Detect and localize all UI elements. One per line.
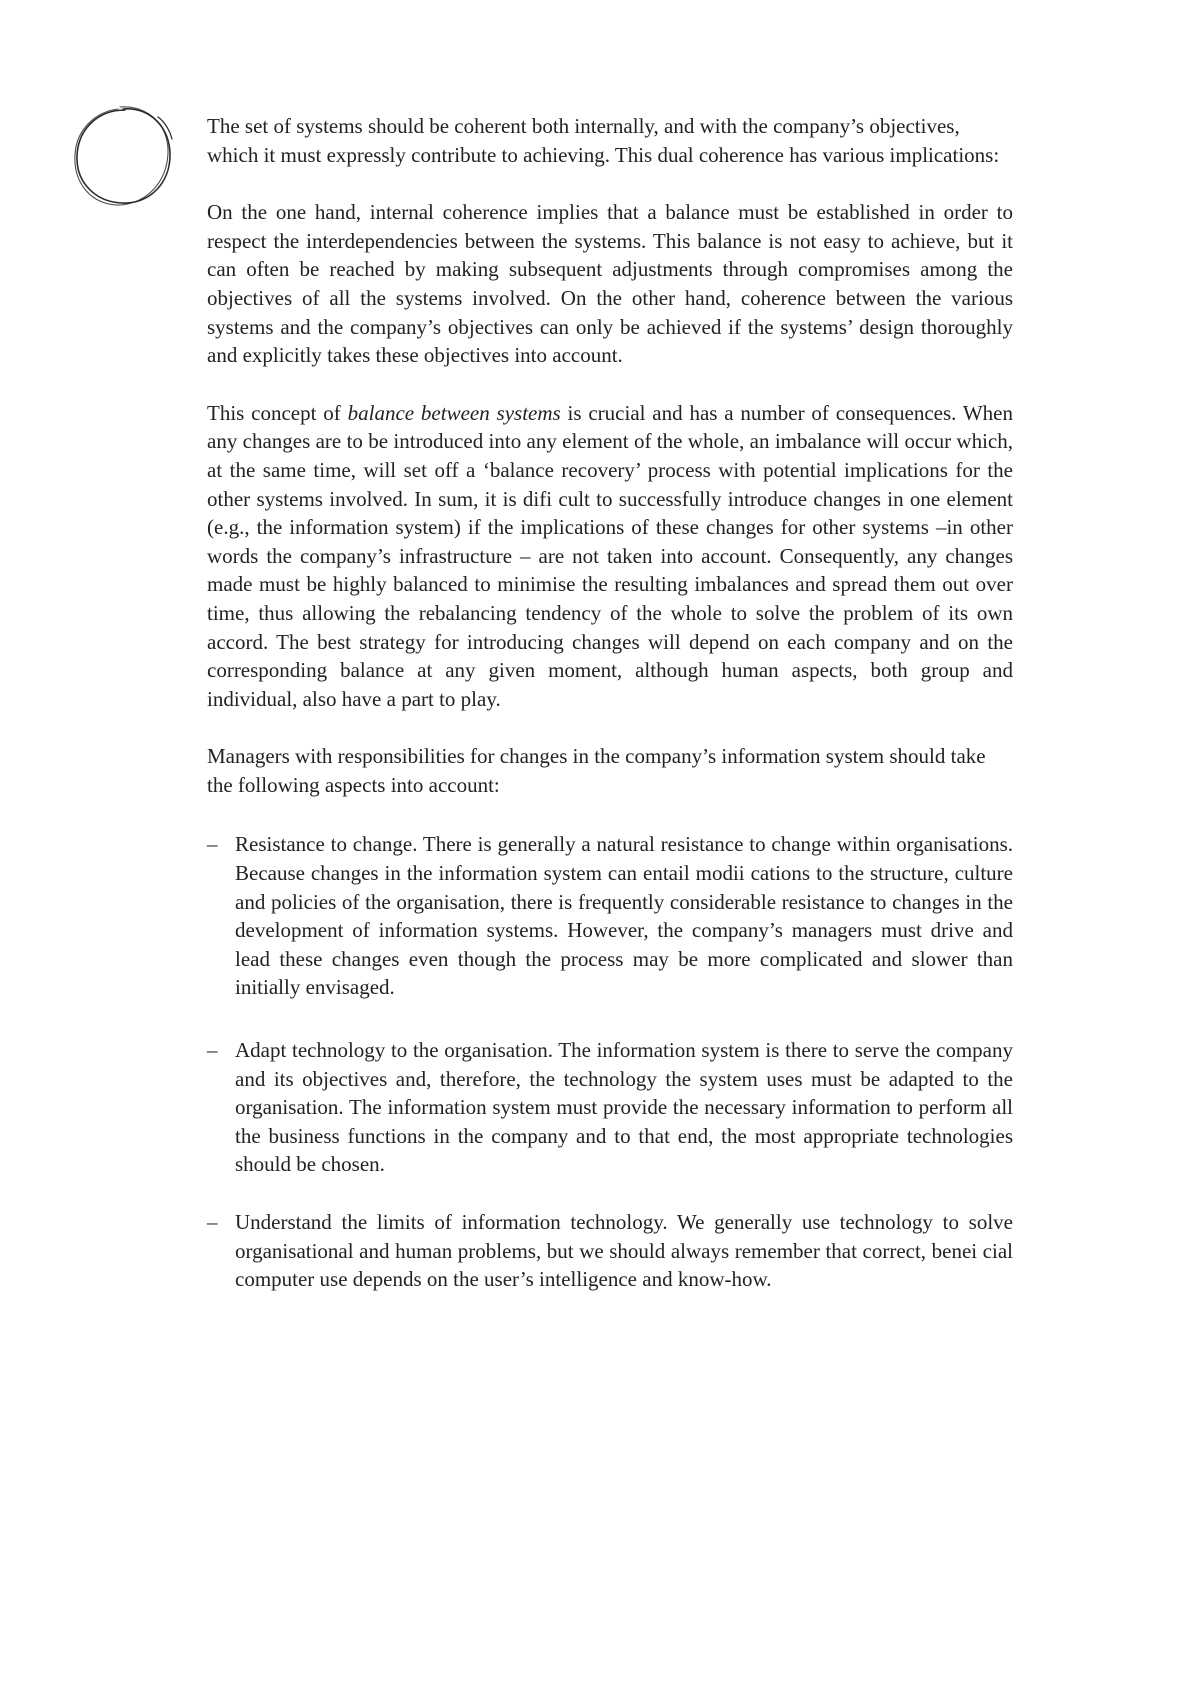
paragraph-coherence: The set of systems should be coherent both internally, and with the company’s objectives, which it must expressly contribute to achieving. This dual coherence has various implications: (207, 114, 1000, 167)
list-item (207, 1036, 1013, 1179)
list-marker: – (207, 1038, 218, 1063)
list-item (207, 1208, 1013, 1294)
list-marker: – (207, 832, 218, 857)
body-text (207, 112, 1013, 1294)
balance-paragraph-emphasis: balance between systems (347, 400, 561, 425)
hand-drawn-circle-icon (70, 103, 176, 209)
list-marker: – (207, 1210, 218, 1234)
paragraph-managers: Managers with responsibilities for changes in the company’s information system should take the following aspects into account: (207, 744, 986, 797)
list-item-text: Resistance to change. There is generally a natural resistance to change within organisations. Because changes in the information system can entail modii cations to the structure, culture and policies of the organisation, there is frequently considerable resistance to changes in the development of information systems. However, the company’s managers must drive and lead these changes even though the process may be more complicated and slower than initially envisaged. (235, 832, 1013, 1000)
paragraph-internal-coherence: On the one hand, internal coherence implies that a balance must be established in order to respect the interdependencies between the systems. This balance is not easy to achieve, but it can often be reached by making subsequent adjustments through compromises among the objectives of all the systems involved. On the other hand, coherence between the various systems and the company’s objectives can only be achieved if the systems’ design thoroughly and explicitly takes these objectives into account. (207, 200, 1013, 368)
list-item (207, 830, 1013, 1002)
aspects-list (207, 830, 1013, 1293)
balance-paragraph-prefix: This concept of (207, 400, 348, 425)
balance-paragraph-suffix: is crucial and has a number of consequences. When any changes are to be introduced into any element of the whole, an imbalance will occur which, at the same time, will set off a ‘balance recovery’ process with potential implications for the other systems involved. In sum, it is difi cult to successfully introduce changes in one element (e.g., the information system) if the implications of these changes for other systems –in other words the company’s infrastructure – are not taken into account. Consequently, any changes made must be highly balanced to minimise the resulting imbalances and spread them out over time, thus allowing the rebalancing tendency of the whole to solve the problem of its own accord. The best strategy for introducing changes will depend on each company and on the corresponding balance at any given moment, although human aspects, both group and individual, also have a part to play. (207, 400, 1013, 711)
list-item-text: Adapt technology to the organisation. The information system is there to serve the company and its objectives and, therefore, the technology the system uses must be adapted to the organisation. The information system must provide the necessary information to perform all the business functions in the company and to that end, the most appropriate technologies should be chosen. (235, 1038, 1013, 1177)
paragraph-balance-between-systems (207, 399, 1013, 714)
list-item-text: Understand the limits of information technology. We generally use technology to solve organisational and human problems, but we should always remember that correct, benei cial computer use depends on the user’s intelligence and know-how. (235, 1210, 1013, 1292)
